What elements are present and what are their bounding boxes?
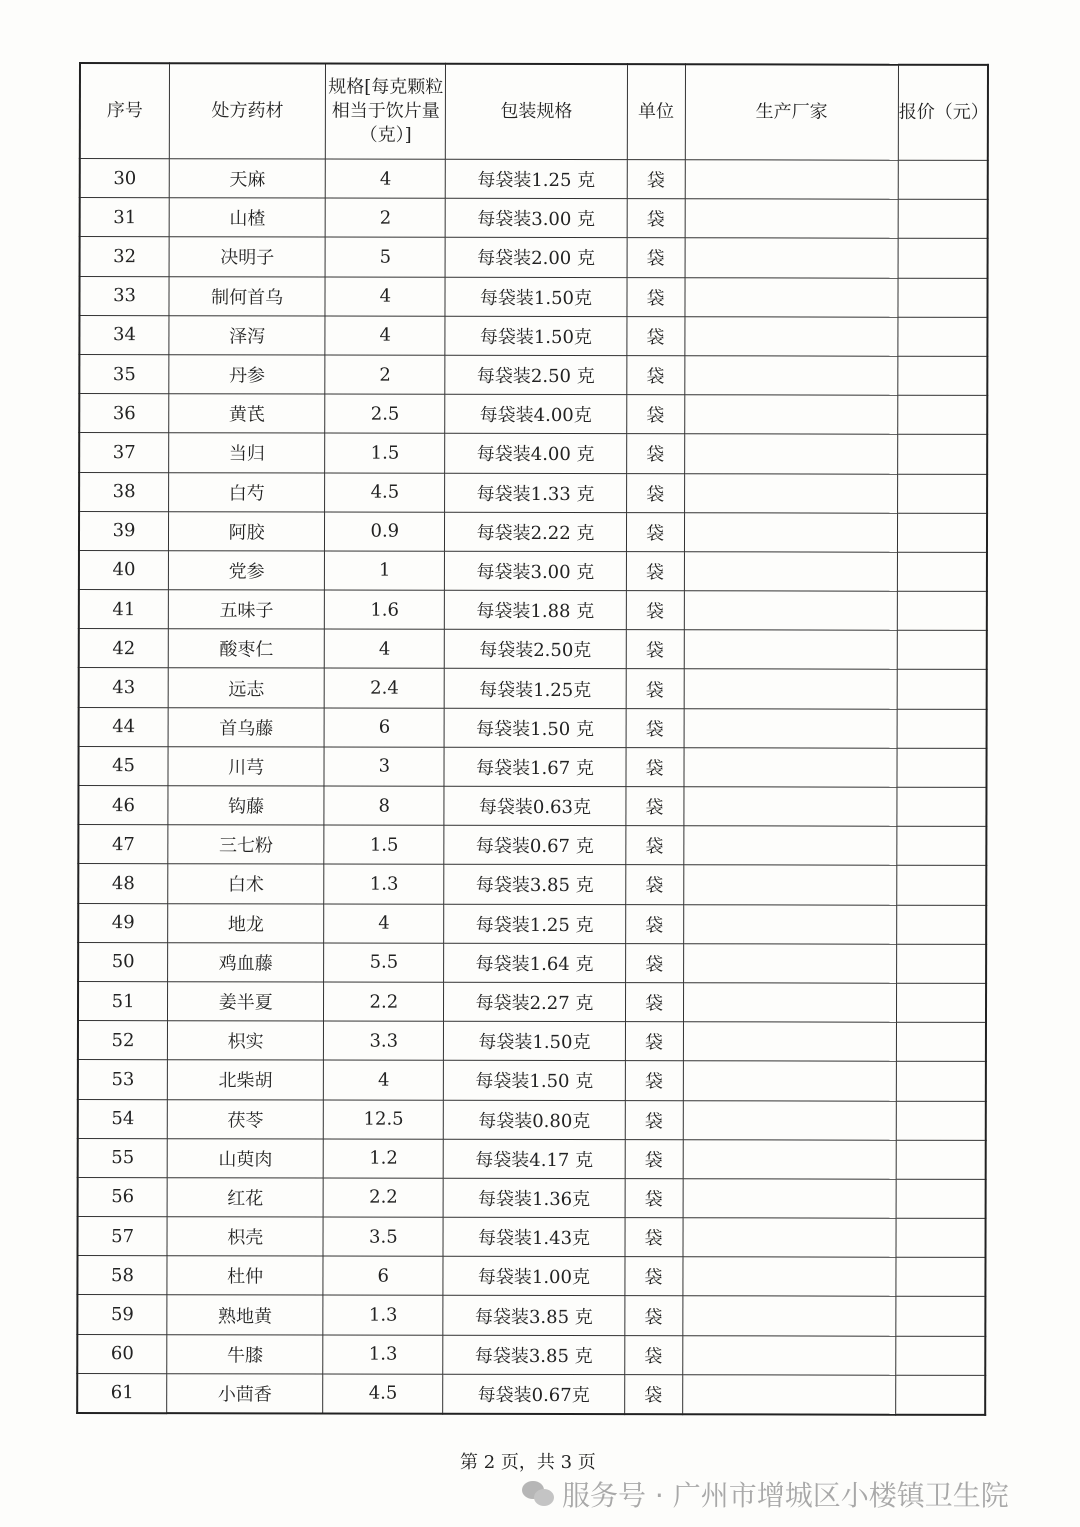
cell-unit: 袋 (626, 512, 684, 551)
cell-unit: 袋 (625, 1100, 683, 1139)
table-row (77, 1217, 985, 1258)
cell-herb: 决明子 (169, 237, 325, 277)
cell-package: 每袋装1.25 克 (446, 159, 627, 199)
cell-package: 每袋装2.27 克 (444, 982, 625, 1022)
cell-herb: 白芍 (169, 472, 325, 512)
cell-package: 每袋装1.50克 (445, 277, 626, 317)
cell-index: 57 (77, 1217, 167, 1256)
cell-package: 每袋装0.80克 (444, 1100, 625, 1140)
watermark (522, 1474, 1009, 1514)
cell-price (897, 866, 987, 905)
cell-price (896, 1179, 986, 1218)
cell-price (897, 787, 987, 826)
table-row (78, 942, 986, 983)
cell-unit: 袋 (625, 904, 683, 943)
cell-index: 35 (79, 354, 169, 393)
header-spec: 规格[每克颗粒相当于饮片量（克）] (326, 64, 446, 160)
cell-index: 54 (78, 1099, 168, 1138)
table-row (79, 354, 987, 395)
cell-unit: 袋 (624, 1335, 682, 1374)
cell-unit: 袋 (626, 591, 684, 630)
cell-index: 44 (79, 707, 169, 746)
cell-unit: 袋 (626, 552, 684, 591)
cell-price (898, 356, 988, 395)
cell-herb: 熟地黄 (167, 1295, 323, 1335)
cell-index: 39 (79, 511, 169, 550)
cell-spec: 4.5 (323, 1374, 443, 1414)
cell-herb: 地龙 (168, 903, 324, 943)
cell-package: 每袋装0.67 克 (444, 825, 625, 865)
cell-price (897, 709, 987, 748)
cell-manufacturer (683, 983, 896, 1023)
cell-package: 每袋装1.33 克 (445, 473, 626, 513)
table-row (80, 198, 988, 239)
cell-spec: 1.2 (323, 1139, 443, 1178)
watermark-text: 服务号 · 广州市增城区小楼镇卫生院 (562, 1479, 1009, 1512)
cell-herb: 川芎 (168, 747, 324, 787)
cell-herb: 当归 (169, 433, 325, 473)
cell-unit: 袋 (627, 160, 685, 199)
cell-herb: 远志 (168, 668, 324, 708)
table-row (78, 825, 986, 866)
table-row (79, 315, 987, 356)
cell-index: 45 (78, 746, 168, 785)
cell-spec: 2.2 (324, 982, 444, 1021)
cell-manufacturer (684, 591, 897, 631)
cell-package: 每袋装3.85 克 (444, 865, 625, 905)
cell-spec: 12.5 (324, 1100, 444, 1139)
table-row (79, 668, 987, 709)
cell-price (897, 905, 987, 944)
cell-spec: 4 (324, 629, 444, 668)
cell-price (896, 1101, 986, 1140)
table-row (78, 981, 986, 1022)
cell-package: 每袋装1.43克 (443, 1217, 624, 1257)
table-row (79, 472, 987, 513)
cell-unit: 袋 (626, 473, 684, 512)
cell-manufacturer (684, 552, 897, 592)
table-row (77, 1373, 985, 1415)
cell-manufacturer (684, 630, 897, 670)
cell-spec: 1 (325, 551, 445, 590)
table-header-row (80, 63, 988, 160)
cell-index: 31 (80, 198, 170, 237)
header-unit: 单位 (627, 64, 685, 160)
cell-price (896, 1218, 986, 1257)
cell-package: 每袋装4.17 克 (444, 1139, 625, 1179)
cell-manufacturer (684, 748, 897, 788)
cell-package: 每袋装1.25 克 (444, 904, 625, 944)
cell-spec: 6 (323, 1256, 443, 1295)
cell-manufacturer (683, 865, 896, 905)
table-row (78, 1099, 986, 1140)
cell-herb: 枳壳 (167, 1217, 323, 1257)
table-row (80, 159, 988, 200)
cell-unit: 袋 (625, 1022, 683, 1061)
cell-unit: 袋 (624, 1296, 682, 1335)
cell-index: 33 (79, 276, 169, 315)
cell-spec: 3.3 (324, 1021, 444, 1060)
cell-price (897, 474, 987, 513)
cell-unit: 袋 (625, 943, 683, 982)
cell-package: 每袋装1.36克 (443, 1178, 624, 1218)
cell-spec: 2.2 (323, 1178, 443, 1217)
table-row (80, 237, 988, 278)
cell-manufacturer (684, 473, 897, 513)
cell-package: 每袋装3.85 克 (443, 1335, 624, 1375)
cell-herb: 枳实 (168, 1021, 324, 1061)
cell-index: 48 (78, 864, 168, 903)
cell-price (896, 1022, 986, 1061)
cell-manufacturer (682, 1375, 895, 1415)
cell-manufacturer (683, 1257, 896, 1297)
cell-unit: 袋 (626, 316, 684, 355)
table-row (77, 1334, 985, 1375)
cell-unit: 袋 (627, 238, 685, 277)
cell-price (898, 278, 988, 317)
cell-package: 每袋装1.88 克 (445, 590, 626, 630)
header-package: 包装规格 (446, 64, 627, 160)
cell-manufacturer (683, 826, 896, 866)
cell-manufacturer (683, 1061, 896, 1101)
cell-unit: 袋 (625, 1139, 683, 1178)
cell-package: 每袋装1.50 克 (444, 1061, 625, 1101)
cell-manufacturer (682, 1296, 895, 1336)
cell-unit: 袋 (625, 1179, 683, 1218)
header-index: 序号 (80, 63, 170, 159)
cell-package: 每袋装1.67 克 (444, 747, 625, 787)
table-row (78, 903, 986, 944)
cell-manufacturer (685, 277, 898, 317)
cell-manufacturer (683, 1218, 896, 1258)
cell-unit: 袋 (626, 747, 684, 786)
cell-index: 41 (79, 590, 169, 629)
cell-package: 每袋装3.85 克 (443, 1296, 624, 1336)
cell-unit: 袋 (625, 1218, 683, 1257)
cell-manufacturer (683, 904, 896, 944)
cell-index: 38 (79, 472, 169, 511)
cell-unit: 袋 (624, 1374, 682, 1414)
cell-index: 37 (79, 433, 169, 472)
header-manufacturer: 生产厂家 (685, 64, 898, 160)
cell-index: 52 (78, 1021, 168, 1060)
cell-manufacturer (683, 944, 896, 984)
cell-index: 50 (78, 942, 168, 981)
cell-herb: 三七粉 (168, 825, 324, 865)
cell-price (897, 513, 987, 552)
cell-manufacturer (684, 434, 897, 474)
cell-herb: 红花 (167, 1178, 323, 1218)
cell-unit: 袋 (626, 708, 684, 747)
table-row (77, 1295, 985, 1336)
cell-spec: 4 (324, 1060, 444, 1099)
cell-herb: 白术 (168, 864, 324, 904)
cell-manufacturer (684, 356, 897, 396)
cell-unit: 袋 (625, 983, 683, 1022)
cell-index: 55 (78, 1138, 168, 1177)
cell-price (896, 944, 986, 983)
cell-spec: 4 (325, 316, 445, 355)
wechat-icon (522, 1481, 556, 1507)
cell-manufacturer (685, 238, 898, 278)
table-row (78, 746, 986, 787)
cell-herb: 五味子 (168, 590, 324, 630)
cell-manufacturer (683, 1139, 896, 1179)
cell-package: 每袋装1.50 克 (444, 708, 625, 748)
cell-herb: 北柴胡 (167, 1060, 323, 1100)
cell-herb: 山萸肉 (167, 1138, 323, 1178)
cell-herb: 姜半夏 (168, 982, 324, 1022)
table-row (79, 511, 987, 552)
cell-unit: 袋 (625, 826, 683, 865)
cell-unit: 袋 (626, 434, 684, 473)
table-row (78, 1021, 986, 1062)
cell-spec: 6 (324, 708, 444, 747)
table-row (77, 1256, 985, 1297)
cell-index: 43 (79, 668, 169, 707)
cell-herb: 天麻 (169, 159, 325, 199)
cell-price (896, 1375, 986, 1415)
cell-spec: 4.5 (325, 473, 445, 512)
cell-herb: 酸枣仁 (168, 629, 324, 669)
cell-manufacturer (685, 199, 898, 239)
table-row (78, 864, 986, 905)
cell-price (898, 199, 988, 238)
cell-unit: 袋 (625, 1061, 683, 1100)
cell-unit: 袋 (626, 356, 684, 395)
table-row (79, 550, 987, 591)
cell-spec: 1.3 (323, 1335, 443, 1374)
cell-package: 每袋装1.64 克 (444, 943, 625, 983)
cell-herb: 山楂 (169, 198, 325, 238)
cell-price (896, 1257, 986, 1296)
cell-herb: 泽泻 (169, 315, 325, 355)
cell-index: 51 (78, 981, 168, 1020)
cell-manufacturer (685, 317, 898, 357)
cell-manufacturer (684, 512, 897, 552)
table-row (79, 394, 987, 435)
cell-unit: 袋 (627, 199, 685, 238)
cell-spec: 0.9 (325, 512, 445, 551)
cell-spec: 4 (324, 904, 444, 943)
cell-herb: 阿胶 (169, 511, 325, 551)
header-price: 报价（元） (898, 65, 988, 161)
table-row (78, 786, 986, 827)
cell-price (898, 395, 988, 434)
cell-herb: 杜仲 (167, 1256, 323, 1296)
cell-index: 30 (80, 159, 170, 198)
cell-herb: 鸡血藤 (168, 942, 324, 982)
cell-package: 每袋装1.50克 (445, 316, 626, 356)
cell-spec: 3.5 (323, 1217, 443, 1256)
cell-manufacturer (683, 1100, 896, 1140)
cell-manufacturer (684, 708, 897, 748)
cell-price (896, 983, 986, 1022)
cell-herb: 首乌藤 (168, 707, 324, 747)
cell-manufacturer (684, 669, 897, 709)
cell-price (898, 435, 988, 474)
cell-index: 40 (79, 550, 169, 589)
cell-unit: 袋 (626, 630, 684, 669)
cell-herb: 钩藤 (168, 786, 324, 826)
cell-price (898, 160, 988, 199)
cell-index: 56 (78, 1177, 168, 1216)
cell-package: 每袋装2.22 克 (445, 512, 626, 552)
cell-package: 每袋装1.00克 (443, 1257, 624, 1297)
cell-index: 53 (78, 1060, 168, 1099)
cell-herb: 茯苓 (167, 1099, 323, 1139)
cell-spec: 1.5 (325, 433, 445, 472)
cell-package: 每袋装0.63克 (444, 786, 625, 826)
cell-price (898, 317, 988, 356)
table-row (78, 1138, 986, 1179)
cell-spec: 2.5 (325, 394, 445, 433)
cell-package: 每袋装1.50克 (444, 1021, 625, 1061)
cell-index: 58 (77, 1256, 167, 1295)
cell-spec: 4 (325, 159, 445, 198)
cell-price (898, 239, 988, 278)
cell-index: 32 (80, 237, 170, 276)
page-footer: 第 2 页，共 3 页 (460, 1452, 596, 1473)
cell-unit: 袋 (625, 865, 683, 904)
cell-price (896, 1062, 986, 1101)
table-row (79, 433, 987, 474)
cell-index: 49 (78, 903, 168, 942)
cell-spec: 2 (325, 198, 445, 237)
cell-spec: 2.4 (324, 668, 444, 707)
cell-manufacturer (684, 787, 897, 827)
header-herb: 处方药材 (169, 63, 325, 159)
cell-index: 60 (77, 1334, 167, 1373)
cell-herb: 黄芪 (169, 394, 325, 434)
cell-package: 每袋装2.00 克 (445, 238, 626, 278)
cell-index: 47 (78, 825, 168, 864)
cell-unit: 袋 (627, 277, 685, 316)
table-row (78, 1177, 986, 1218)
cell-unit: 袋 (624, 1257, 682, 1296)
cell-herb: 制何首乌 (169, 276, 325, 316)
cell-spec: 5 (325, 237, 445, 276)
cell-index: 46 (78, 786, 168, 825)
cell-index: 61 (77, 1373, 167, 1413)
cell-index: 42 (79, 629, 169, 668)
cell-price (897, 670, 987, 709)
cell-unit: 袋 (625, 787, 683, 826)
table-row (79, 707, 987, 748)
cell-package: 每袋装0.67克 (443, 1374, 624, 1414)
cell-price (896, 1336, 986, 1375)
cell-package: 每袋装3.00 克 (445, 551, 626, 591)
cell-package: 每袋装4.00克 (445, 394, 626, 434)
cell-manufacturer (683, 1179, 896, 1219)
table-row (79, 276, 987, 317)
cell-spec: 1.3 (323, 1295, 443, 1334)
cell-manufacturer (684, 395, 897, 435)
cell-price (897, 748, 987, 787)
cell-spec: 8 (324, 786, 444, 825)
cell-spec: 1.5 (324, 825, 444, 864)
cell-spec: 1.3 (324, 864, 444, 903)
cell-herb: 丹参 (169, 355, 325, 395)
cell-manufacturer (682, 1335, 895, 1375)
cell-spec: 4 (325, 277, 445, 316)
cell-spec: 1.6 (325, 590, 445, 629)
cell-price (896, 1140, 986, 1179)
cell-price (896, 1297, 986, 1336)
cell-spec: 5.5 (324, 943, 444, 982)
cell-price (897, 826, 987, 865)
cell-manufacturer (685, 160, 898, 200)
table-row (78, 1060, 986, 1101)
cell-herb: 党参 (168, 551, 324, 591)
cell-herb: 牛膝 (167, 1334, 323, 1374)
table-row (79, 590, 987, 631)
cell-package: 每袋装3.00 克 (446, 198, 627, 238)
cell-price (897, 591, 987, 630)
cell-index: 36 (79, 394, 169, 433)
cell-package: 每袋装2.50克 (445, 630, 626, 670)
cell-index: 34 (79, 315, 169, 354)
cell-herb: 小茴香 (167, 1373, 323, 1413)
cell-unit: 袋 (626, 395, 684, 434)
table-row (79, 629, 987, 670)
cell-package: 每袋装1.25克 (445, 669, 626, 709)
cell-package: 每袋装2.50 克 (445, 355, 626, 395)
cell-index: 59 (77, 1295, 167, 1334)
cell-manufacturer (683, 1022, 896, 1062)
cell-price (897, 552, 987, 591)
price-table (76, 62, 989, 1416)
cell-spec: 2 (325, 355, 445, 394)
cell-price (897, 630, 987, 669)
cell-unit: 袋 (626, 669, 684, 708)
cell-spec: 3 (324, 747, 444, 786)
cell-package: 每袋装4.00 克 (445, 434, 626, 474)
